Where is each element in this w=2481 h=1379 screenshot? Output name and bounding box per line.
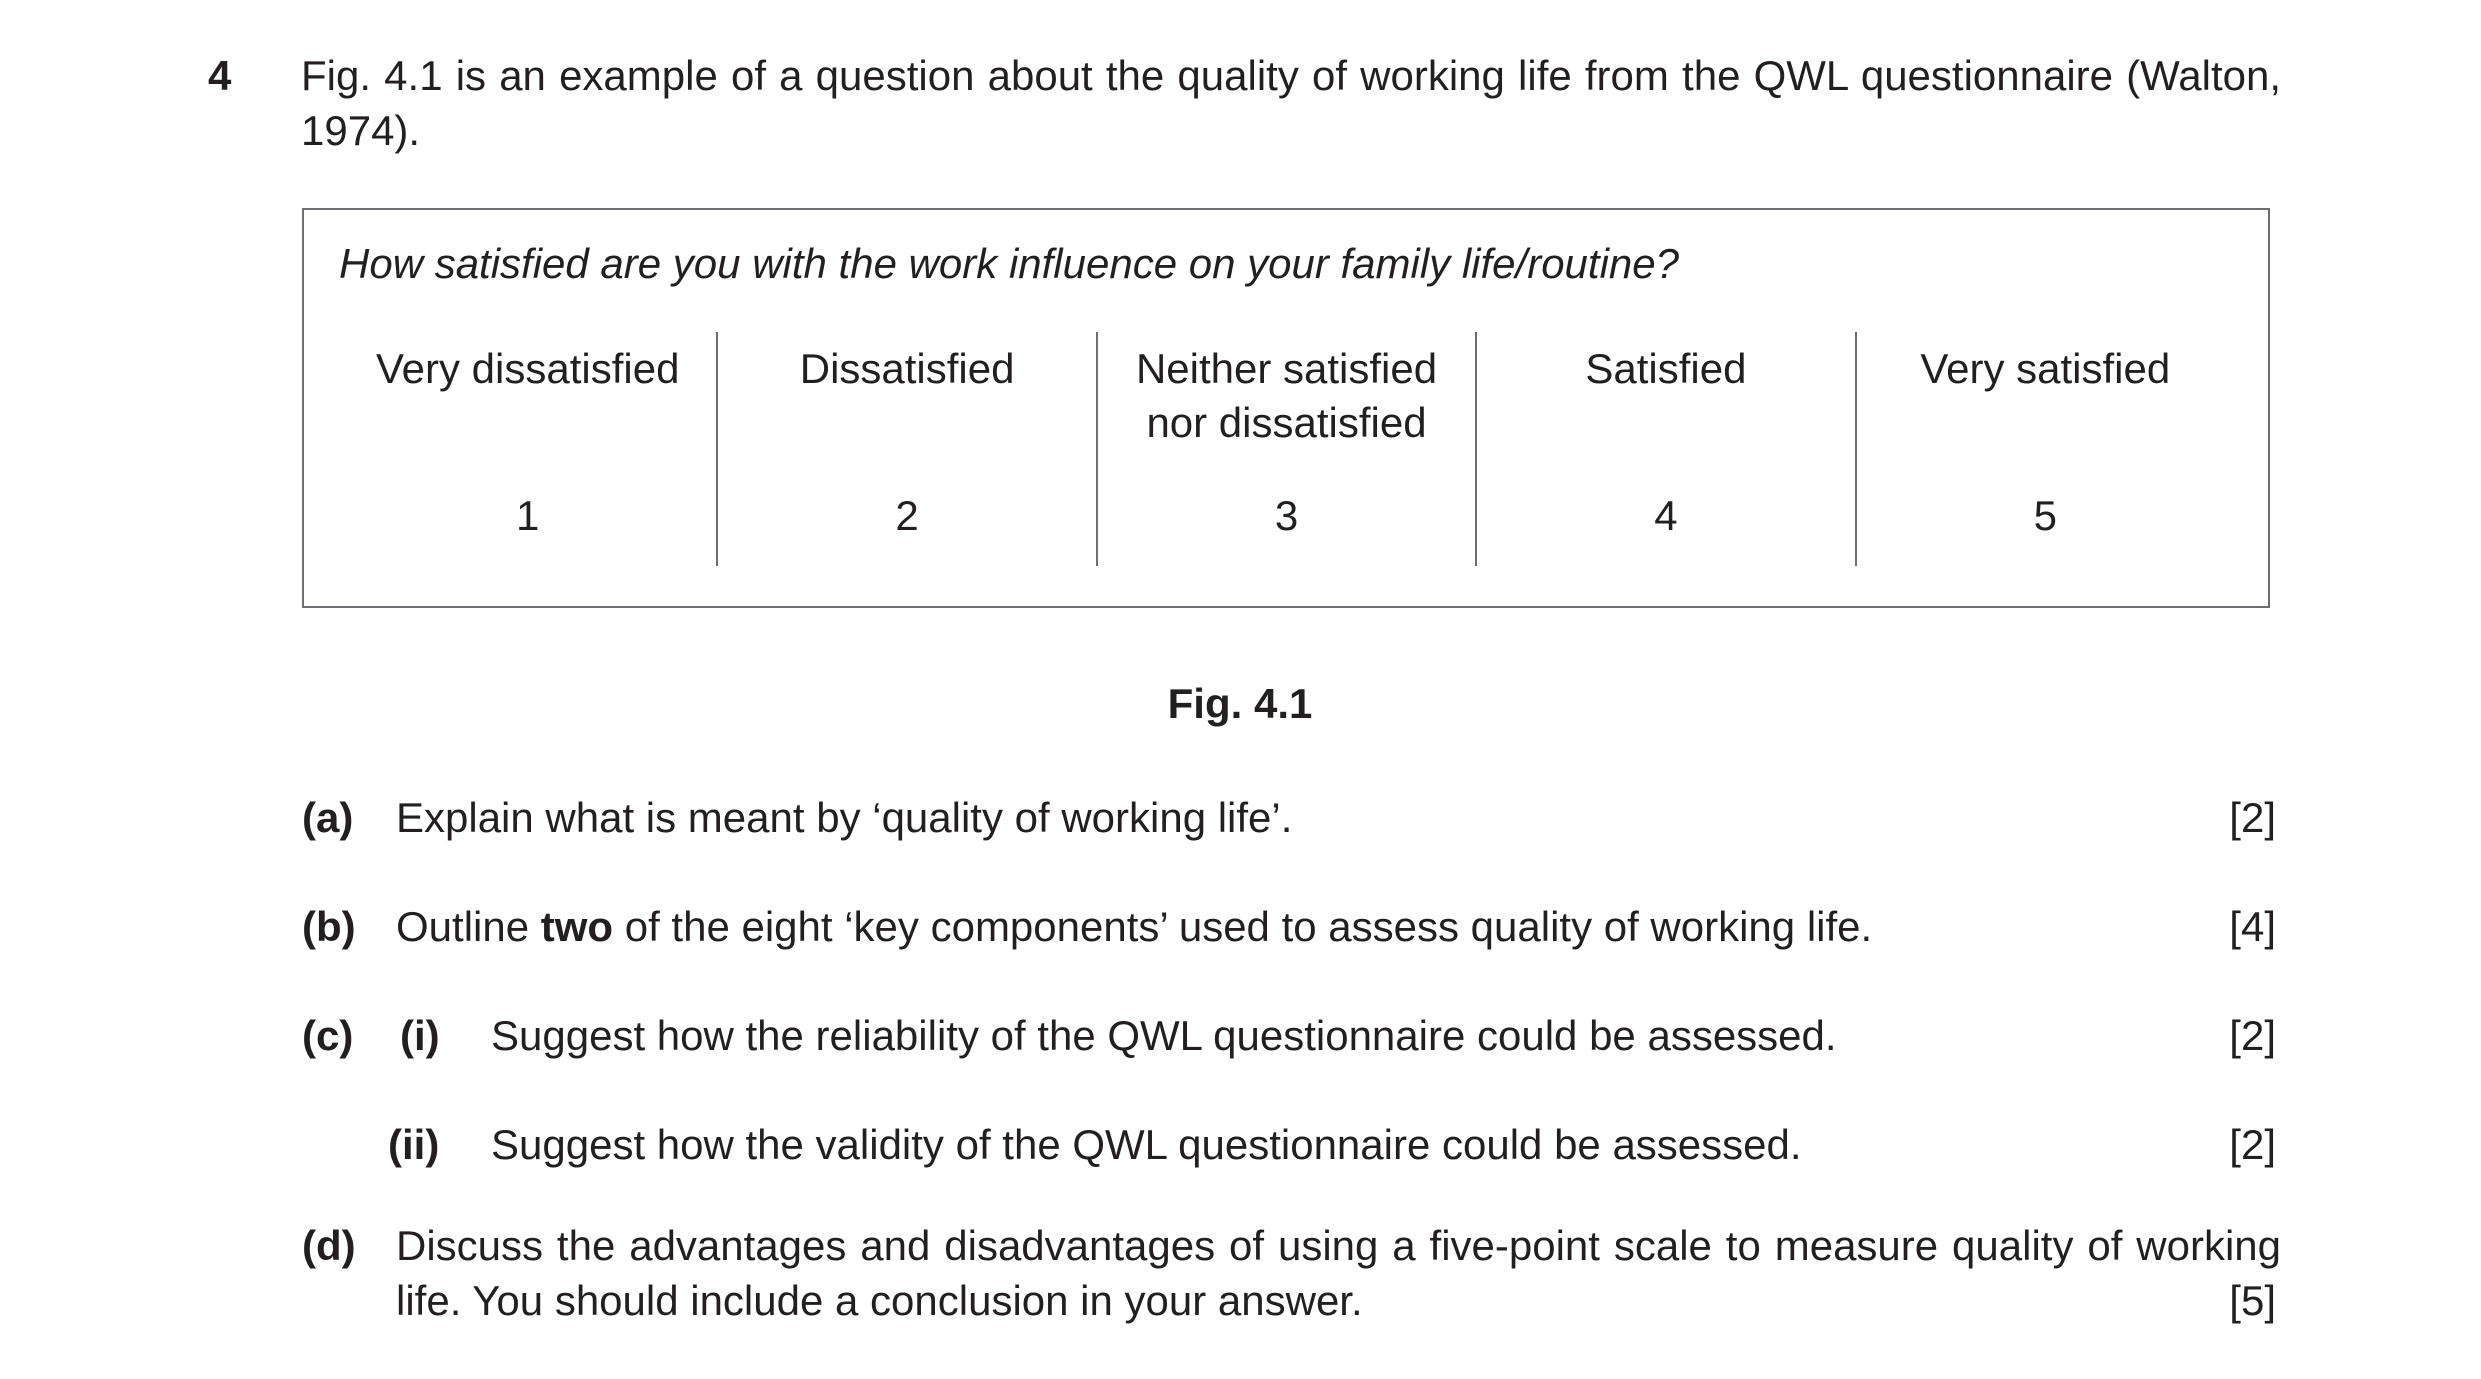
scale-label: Neither satisfied nor dissatisfied: [1135, 345, 1438, 446]
figure-caption: Fig. 4.1: [1167, 680, 1313, 727]
scale-label: Very satisfied: [1920, 345, 2171, 392]
scale-value: 2: [895, 492, 919, 539]
scale-option-4: [1475, 332, 1854, 566]
part-b-text-after: of the eight ‘key components’ used to assess quality of working life.: [613, 903, 1873, 950]
part-a-text: Explain what is meant by ‘quality of working life’.: [396, 794, 1293, 841]
scale-value: 3: [1274, 492, 1299, 539]
scale-value: 5: [2033, 492, 2057, 539]
question-intro: Fig. 4.1 is an example of a question about the quality of working life from the QWL questionnaire (Walton, 1974).: [301, 52, 2281, 154]
scale-option-2: [716, 332, 1095, 566]
scale-option-5: [1855, 332, 2234, 566]
scale-label: Dissatisfied: [799, 345, 1015, 392]
figure-question-text: How satisfied are you with the work influence on your family life/routine?: [339, 240, 1679, 287]
scale-option-3: [1096, 332, 1475, 566]
part-b-letter: (b): [302, 903, 356, 950]
scale-label: Satisfied: [1585, 345, 1747, 392]
part-a-marks: [2]: [2229, 794, 2276, 841]
part-c-i-marks: [2]: [2229, 1012, 2276, 1059]
part-c-i-numeral: (i): [400, 1012, 440, 1059]
part-d-marks: [5]: [2229, 1277, 2276, 1324]
part-a-letter: (a): [302, 794, 354, 841]
part-c-ii-marks: [2]: [2229, 1121, 2276, 1168]
part-b-text: [396, 899, 1872, 954]
part-b-marks: [4]: [2229, 903, 2276, 950]
part-d-text: Discuss the advantages and disadvantages of using a five-point scale to measure quality of working life. You should include a conclusion in your answer.: [396, 1222, 2281, 1324]
scale-value: 1: [516, 492, 540, 539]
scale-label: Very dissatisfied: [375, 345, 680, 392]
rating-scale: [339, 332, 2234, 566]
part-c-letter: (c): [302, 1012, 354, 1059]
part-d-letter: (d): [302, 1222, 356, 1269]
part-c-i-text: Suggest how the reliability of the QWL questionnaire could be assessed.: [491, 1012, 1837, 1059]
scale-option-1: [339, 332, 716, 566]
question-number: 4: [208, 52, 232, 99]
part-b-text-bold: two: [540, 903, 614, 950]
part-c-ii-numeral: (ii): [388, 1121, 440, 1168]
scale-value: 4: [1654, 492, 1678, 539]
part-b-text-before: Outline: [396, 903, 541, 950]
part-c-ii-text: Suggest how the validity of the QWL questionnaire could be assessed.: [491, 1121, 1802, 1168]
